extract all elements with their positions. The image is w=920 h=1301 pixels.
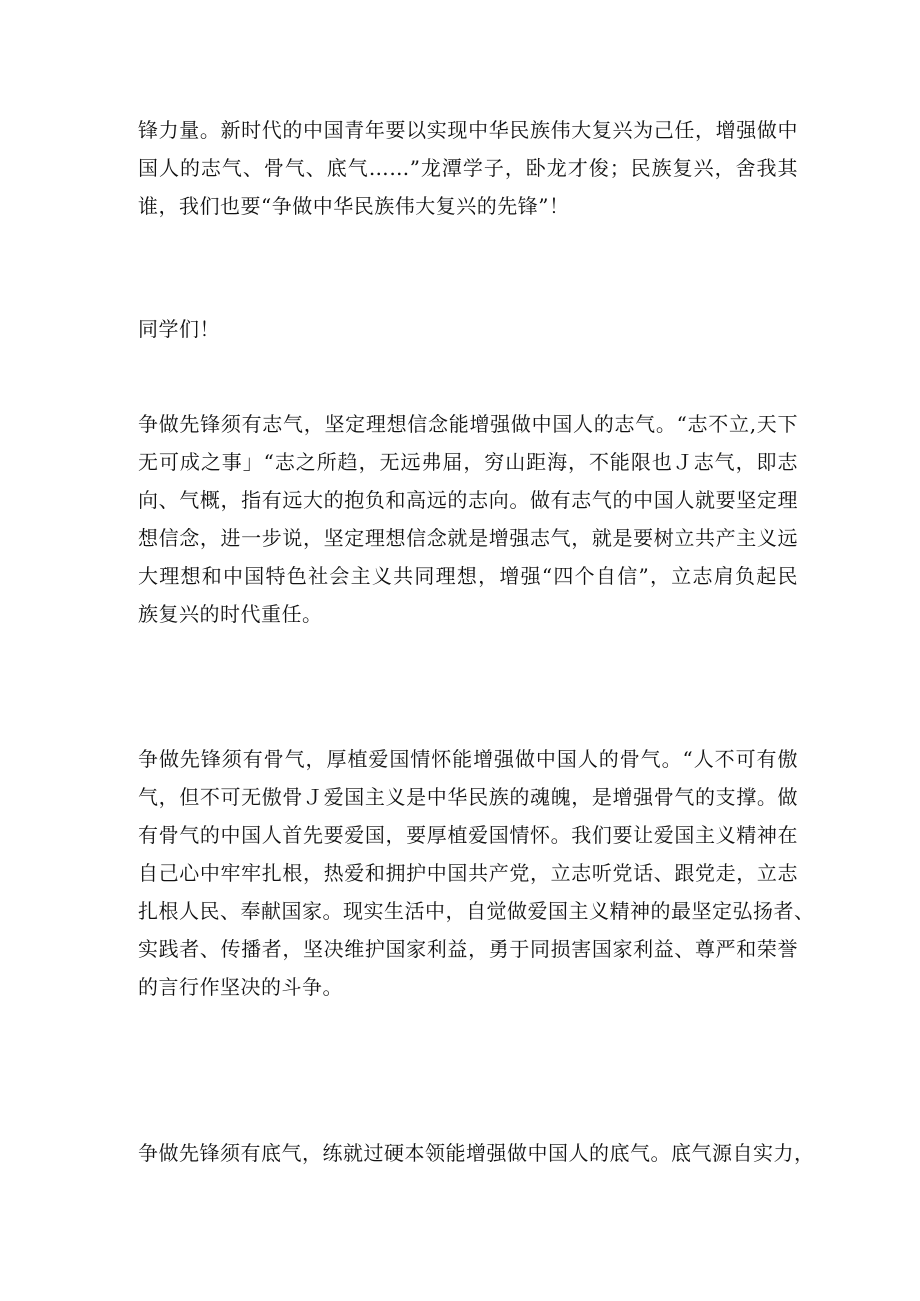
text-line: 向、气概，指有远大的抱负和高远的志向。做有志气的中国人就要坚定理 xyxy=(138,488,798,512)
paragraph-2 xyxy=(138,310,798,348)
text-line: 争做先锋须有志气，坚定理想信念能增强做中国人的志气。“志不立,天下 xyxy=(138,412,798,436)
paragraph-5 xyxy=(138,1134,815,1172)
text-line: 气，但不可无傲骨Ｊ爱国主义是中华民族的魂魄，是增强骨气的支撑。做 xyxy=(138,785,798,809)
text-line: 想信念，进一步说，坚定理想信念就是增强志气，就是要树立共产主义远 xyxy=(138,526,798,550)
text-line: 争做先锋须有底气，练就过硬本领能增强做中国人的底气。底气源自实力， xyxy=(138,1141,815,1165)
text-line: 族复兴的时代重任。 xyxy=(138,602,323,626)
text-line: 实践者、传播者，坚决维护国家利益，勇于同损害国家利益、尊严和荣誉 xyxy=(138,937,798,961)
text-line: 的言行作坚决的斗争。 xyxy=(138,975,343,999)
text-line: 同学们！ xyxy=(138,317,220,341)
text-line: 锋力量。新时代的中国青年要以实现中华民族伟大复兴为己任，增强做中 xyxy=(138,118,798,142)
text-line: 谁，我们也要“争做中华民族伟大复兴的先锋”！ xyxy=(138,194,570,218)
text-line: 自己心中牢牢扎根，热爱和拥护中国共产党，立志听党话、跟党走，立志 xyxy=(138,861,798,885)
text-line: 争做先锋须有骨气，厚植爱国情怀能增强做中国人的骨气。“人不可有傲 xyxy=(138,747,798,771)
paragraph-3 xyxy=(138,405,798,633)
text-line: 扎根人民、奉献国家。现实生活中，自觉做爱国主义精神的最坚定弘扬者、 xyxy=(138,899,815,923)
paragraph-1 xyxy=(138,111,798,225)
text-line: 无可成之事」“志之所趋，无远弗届，穷山距海，不能限也Ｊ志气，即志 xyxy=(138,450,798,474)
text-line: 大理想和中国特色社会主义共同理想，增强“四个自信”，立志肩负起民 xyxy=(138,564,798,588)
text-line: 有骨气的中国人首先要爱国，要厚植爱国情怀。我们要让爱国主义精神在 xyxy=(138,823,798,847)
paragraph-4 xyxy=(138,740,815,1006)
text-line: 国人的志气、骨气、底气……”龙潭学子，卧龙才俊；民族复兴，舍我其 xyxy=(138,156,798,180)
